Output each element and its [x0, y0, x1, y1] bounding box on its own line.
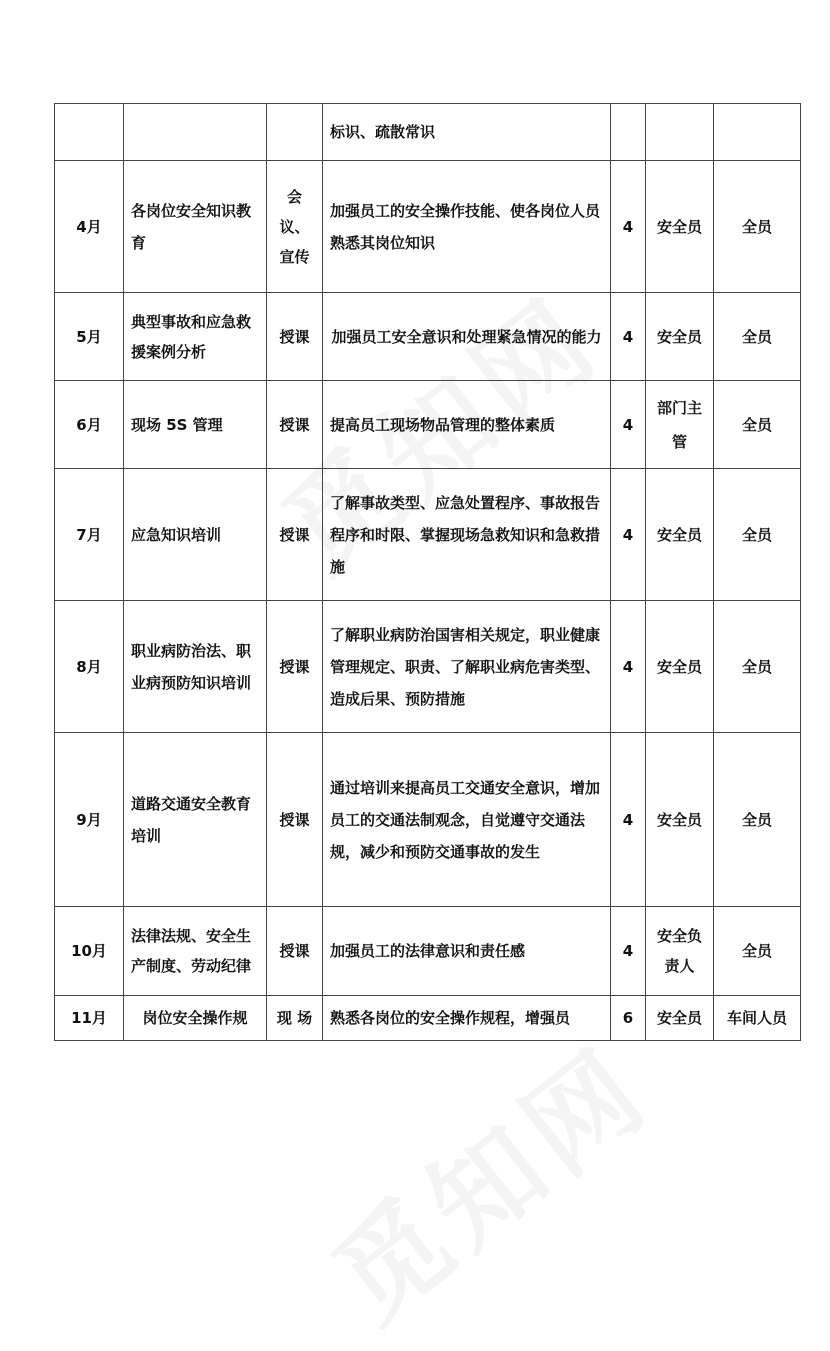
- month-cell: 11月: [55, 996, 124, 1041]
- purpose-cell: 熟悉各岗位的安全操作规程，增强员: [323, 996, 611, 1041]
- table-row: [55, 996, 801, 1041]
- responsible-cell: 部门主管: [646, 381, 714, 469]
- course-cell: 典型事故和应急救援案例分析: [124, 293, 267, 381]
- hours-cell: 4: [611, 293, 646, 381]
- hours-cell: 4: [611, 733, 646, 907]
- table-row: [55, 907, 801, 996]
- month-cell: 10月: [55, 907, 124, 996]
- purpose-cell: 标识、疏散常识: [323, 104, 611, 161]
- month-cell: 9月: [55, 733, 124, 907]
- method-cell: 授课: [267, 469, 323, 601]
- table-row: [55, 161, 801, 293]
- month-cell: [55, 104, 124, 161]
- course-cell: [124, 104, 267, 161]
- method-cell: 授课: [267, 907, 323, 996]
- course-cell: 应急知识培训: [124, 469, 267, 601]
- target-cell: [714, 104, 801, 161]
- method-cell: 授课: [267, 381, 323, 469]
- month-cell: 6月: [55, 381, 124, 469]
- table-row: [55, 381, 801, 469]
- responsible-cell: 安全负责人: [646, 907, 714, 996]
- method-cell: 授课: [267, 293, 323, 381]
- month-cell: 7月: [55, 469, 124, 601]
- target-cell: 全员: [714, 381, 801, 469]
- hours-cell: 4: [611, 601, 646, 733]
- table-row: [55, 733, 801, 907]
- course-cell: 现场 5S 管理: [124, 381, 267, 469]
- target-cell: 全员: [714, 733, 801, 907]
- hours-cell: [611, 104, 646, 161]
- month-cell: 8月: [55, 601, 124, 733]
- hours-cell: 4: [611, 469, 646, 601]
- purpose-cell: 加强员工的安全操作技能、使各岗位人员熟悉其岗位知识: [323, 161, 611, 293]
- course-cell: 各岗位安全知识教育: [124, 161, 267, 293]
- target-cell: 全员: [714, 469, 801, 601]
- target-cell: 车间人员: [714, 996, 801, 1041]
- course-cell: 岗位安全操作规: [124, 996, 267, 1041]
- purpose-cell: 加强员工安全意识和处理紧急情况的能力: [323, 293, 611, 381]
- target-cell: 全员: [714, 907, 801, 996]
- table-row: [55, 469, 801, 601]
- method-cell: 现 场: [267, 996, 323, 1041]
- responsible-cell: 安全员: [646, 469, 714, 601]
- purpose-cell: 提高员工现场物品管理的整体素质: [323, 381, 611, 469]
- month-cell: 4月: [55, 161, 124, 293]
- training-plan-table: [54, 103, 801, 1041]
- responsible-cell: 安全员: [646, 733, 714, 907]
- method-cell: 授课: [267, 733, 323, 907]
- target-cell: 全员: [714, 601, 801, 733]
- responsible-cell: 安全员: [646, 293, 714, 381]
- table-row: [55, 104, 801, 161]
- purpose-cell: 通过培训来提高员工交通安全意识，增加员工的交通法制观念，自觉遵守交通法规，减少和预防交通事故的发生: [323, 733, 611, 907]
- hours-cell: 4: [611, 907, 646, 996]
- purpose-cell: 了解事故类型、应急处置程序、事故报告程序和时限、掌握现场急救知识和急救措施: [323, 469, 611, 601]
- hours-cell: 4: [611, 161, 646, 293]
- course-cell: 道路交通安全教育培训: [124, 733, 267, 907]
- course-cell: 法律法规、安全生产制度、劳动纪律: [124, 907, 267, 996]
- hours-cell: 4: [611, 381, 646, 469]
- course-cell: 职业病防治法、职业病预防知识培训: [124, 601, 267, 733]
- responsible-cell: 安全员: [646, 601, 714, 733]
- responsible-cell: 安全员: [646, 996, 714, 1041]
- month-cell: 5月: [55, 293, 124, 381]
- table-row: [55, 293, 801, 381]
- purpose-cell: 加强员工的法律意识和责任感: [323, 907, 611, 996]
- purpose-cell: 了解职业病防治国害相关规定，职业健康管理规定、职责、了解职业病危害类型、造成后果、预防措施: [323, 601, 611, 733]
- method-cell: 授课: [267, 601, 323, 733]
- target-cell: 全员: [714, 161, 801, 293]
- method-cell: 会议、宣传: [267, 161, 323, 293]
- target-cell: 全员: [714, 293, 801, 381]
- method-cell: [267, 104, 323, 161]
- table-row: [55, 601, 801, 733]
- responsible-cell: 安全员: [646, 161, 714, 293]
- hours-cell: 6: [611, 996, 646, 1041]
- responsible-cell: [646, 104, 714, 161]
